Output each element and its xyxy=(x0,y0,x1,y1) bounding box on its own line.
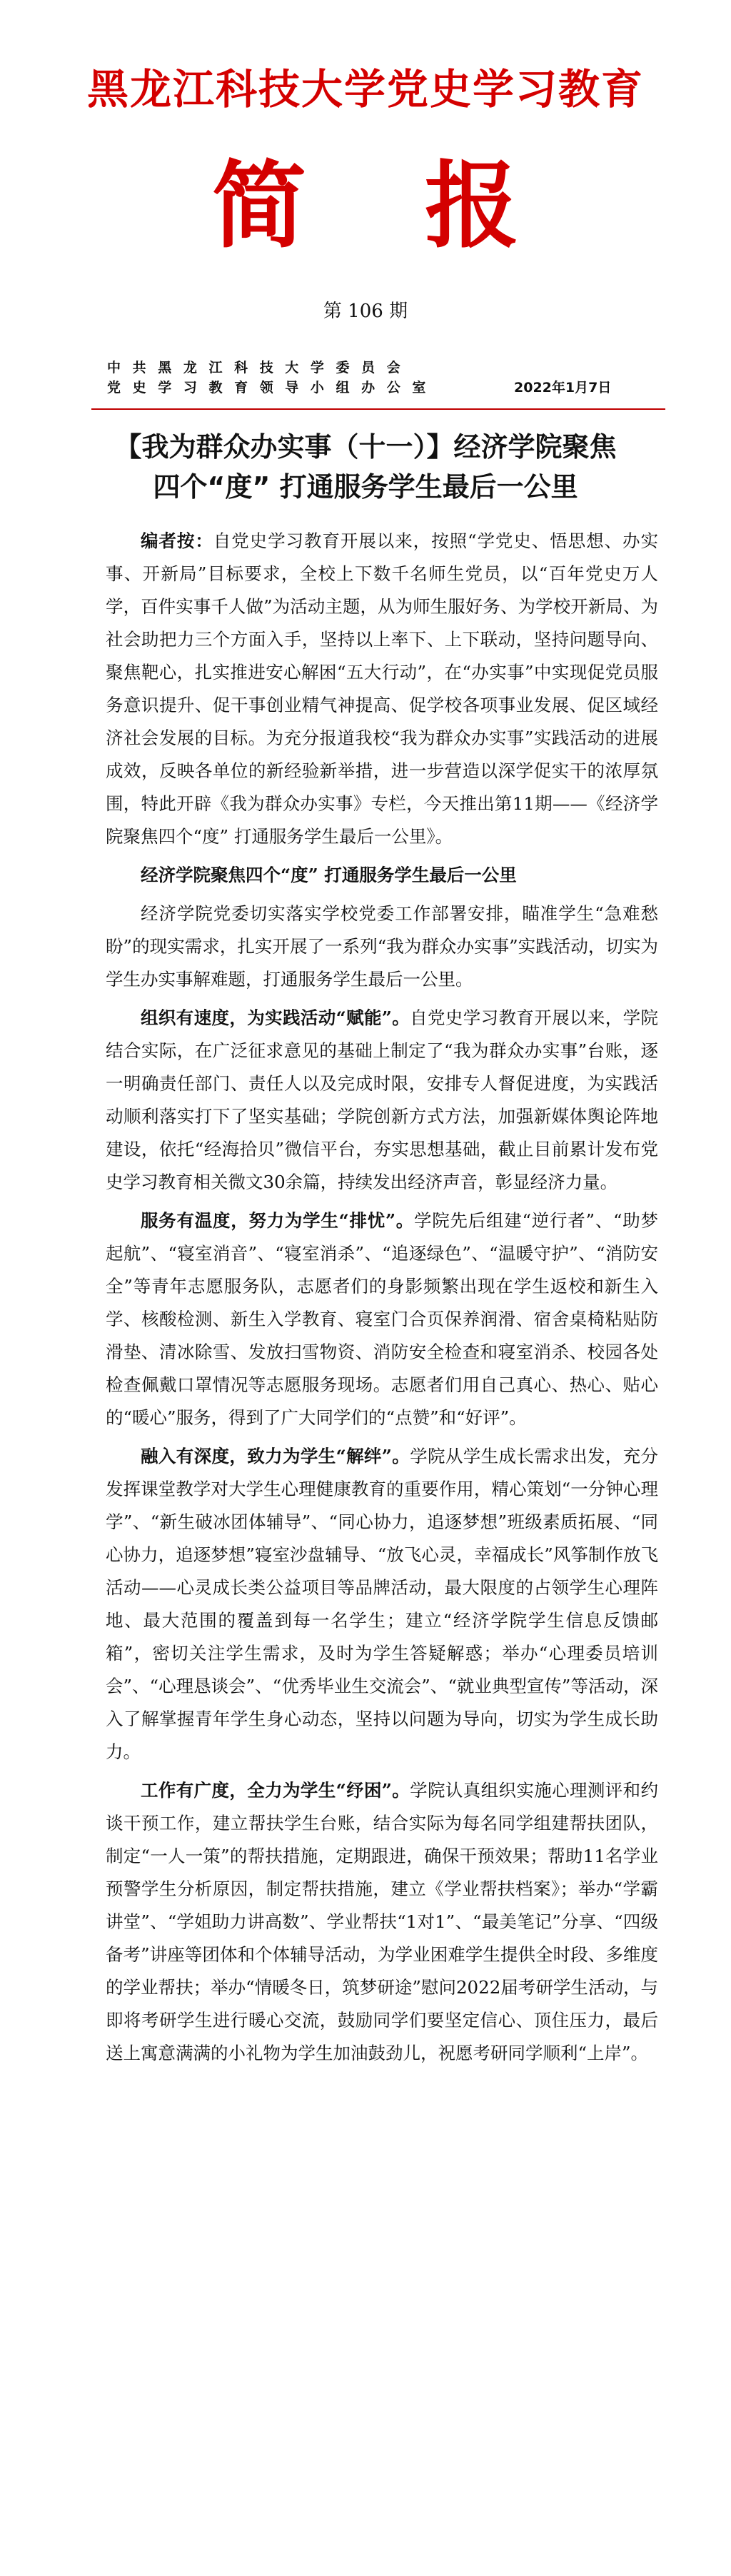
paragraph-2-text: 学院先后组建“逆行者”、“助梦起航”、“寝室消音”、“寝室消杀”、“追逐绿色”、“温暖守护”、“消防安全”等青年志愿服务队，志愿者们的身影频繁出现在学生返校和新生入学、核酸检测、新生入学教育、寝室门合页保养润滑、宿舍桌椅粘贴防滑垫、清冰除雪、发放扫雪物资、消防安全检查和寝室消杀、校园各处检查佩戴口罩情况等志愿服务现场。志愿者们用自己真心、热心、贴心的“暖心”服务，得到了广大同学们的“点赞”和“好评”。 xyxy=(106,1210,658,1428)
article-subhead: 经济学院聚焦四个“度” 打通服务学生最后一公里 xyxy=(141,865,517,885)
paragraph-2 xyxy=(106,1204,658,1434)
paragraph-4 xyxy=(106,1774,658,2070)
paragraph-4-text: 学院认真组织实施心理测评和约谈干预工作，建立帮扶学生台账，结合实际为每名同学组建帮扶团队，制定“一人一策”的帮扶措施，定期跟进，确保干预效果；帮助11名学业预警学生分析原因，制定帮扶措施，建立《学业帮扶档案》；举办“学霸讲堂”、“学姐助力讲高数”、学业帮扶“1对1”、“最美笔记”分享、“四级备考”讲座等团体和个体辅导活动，为学业困难学生提供全时段、多维度的学业帮扶；举办“情暖冬日，筑梦研途”慰问2022届考研学生活动，与即将考研学生进行暖心交流，鼓励同学们要坚定信心、顶住压力，最后送上寓意满满的小礼物为学生加油鼓劲儿，祝愿考研同学顺利“上岸”。 xyxy=(106,1780,659,2063)
paragraph-4-lead: 工作有广度，全力为学生“纾困”。 xyxy=(141,1780,410,1801)
headline-line-1: 【我为群众办实事（十一）】经济学院聚焦 xyxy=(114,431,617,463)
article-intro: 经济学院党委切实落实学校党委工作部署安排，瞄准学生“急难愁盼”的现实需求，扎实开展了一系列“我为群众办实事”实践活动，切实为学生办实事解难题，打通服务学生最后一公里。 xyxy=(106,903,658,990)
masthead-title: 黑龙江科技大学党史学习教育 xyxy=(86,65,644,114)
issue-number: 第 106 期 xyxy=(323,301,408,322)
header-divider xyxy=(91,408,665,410)
masthead-bulletin-title: 简 报 xyxy=(212,151,562,261)
paragraph-1-lead: 组织有速度，为实践活动“赋能”。 xyxy=(141,1007,410,1028)
org-line-1: 中 共 黑 龙 江 科 技 大 学 委 员 会 xyxy=(107,360,404,376)
headline-line-2: 四个“度” 打通服务学生最后一公里 xyxy=(153,471,578,503)
paragraph-1-text: 自党史学习教育开展以来，学院结合实际，在广泛征求意见的基础上制定了“我为群众办实事”台账，逐一明确责任部门、责任人以及完成时限，安排专人督促进度，为实践活动顺利落实打下了坚实基础；学院创新方式方法，加强新媒体舆论阵地建设，依托“经海拾贝”微信平台，夯实思想基础，截止目前累计发布党史学习教育相关微文30余篇，持续发出经济声音，彰显经济力量。 xyxy=(106,1007,659,1192)
org-line-2: 党 史 学 习 教 育 领 导 小 组 办 公 室 xyxy=(107,380,430,396)
paragraph-1 xyxy=(106,1002,658,1199)
editor-note xyxy=(106,525,658,853)
paragraph-3-text: 学院从学生成长需求出发，充分发挥课堂教学对大学生心理健康教育的重要作用，精心策划“一分钟心理学”、“新生破冰团体辅导”、“同心协力，追逐梦想”班级素质拓展、“同心协力，追逐梦想”寝室沙盘辅导、“放飞心灵，幸福成长”风筝制作放飞活动——心灵成长类公益项目等品牌活动，最大限度的占领学生心理阵地、最大范围的覆盖到每一名学生；建立“经济学院学生信息反馈邮箱”，密切关注学生需求，及时为学生答疑解惑；举办“心理委员培训会”、“心理恳谈会”、“优秀毕业生交流会”、“就业典型宣传”等活动，深入了解掌握青年学生身心动态，坚持以问题为导向，切实为学生成长助力。 xyxy=(106,1446,659,1762)
paragraph-3-lead: 融入有深度，致力为学生“解绊”。 xyxy=(141,1446,410,1466)
editor-note-text: 自党史学习教育开展以来，按照“学党史、悟思想、办实事、开新局”目标要求，全校上下数千名师生党员，以“百年党史万人学，百件实事千人做”为活动主题，从为师生服好务、为学校开新局、为社会助把力三个方面入手，坚持以上率下、上下联动，坚持问题导向、聚焦靶心，扎实推进安心解困“五大行动”，在“办实事”中实现促党员服务意识提升、促干事创业精气神提高、促学校各项事业发展、促区域经济社会发展的目标。为充分报道我校“我为群众办实事”实践活动的进展成效，反映各单位的新经验新举措，进一步营造以深学促实干的浓厚氛围，特此开辟《我为群众办实事》专栏，今天推出第11期——《经济学院聚焦四个“度” 打通服务学生最后一公里》。 xyxy=(106,530,658,847)
paragraph-3 xyxy=(106,1440,658,1769)
publish-date: 2022年1月7日 xyxy=(514,380,612,396)
editor-note-label: 编者按： xyxy=(141,530,213,551)
article-body xyxy=(106,525,658,2076)
paragraph-2-lead: 服务有温度，努力为学生“排忧”。 xyxy=(141,1210,415,1231)
